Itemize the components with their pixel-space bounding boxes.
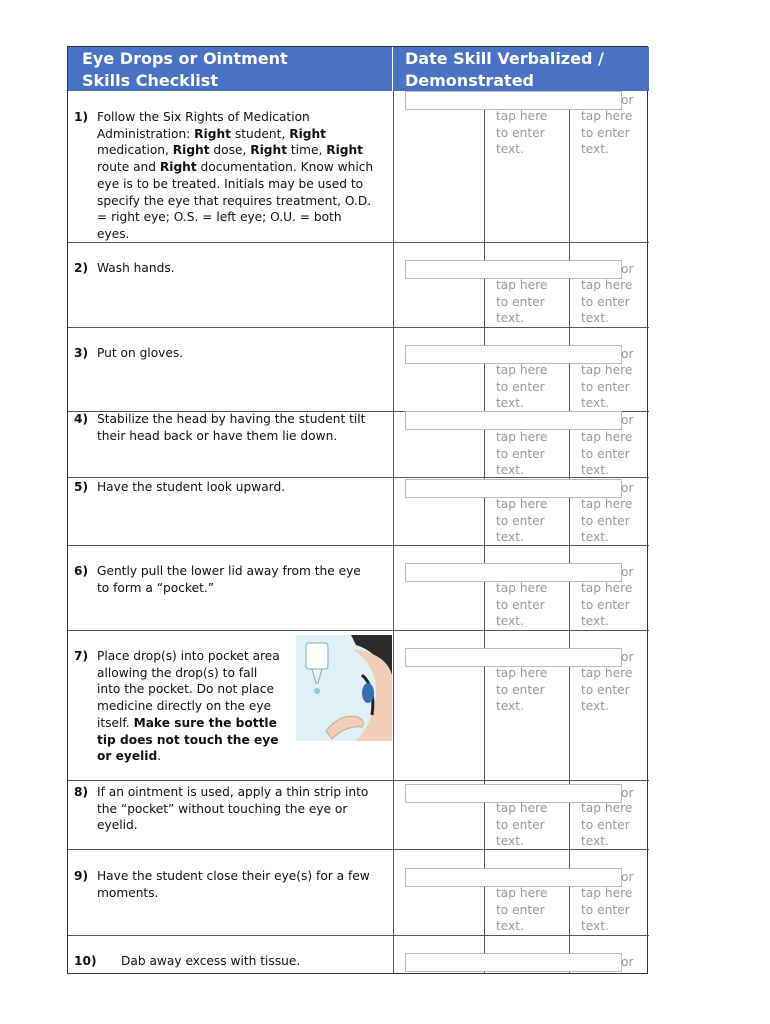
placeholder-text[interactable]: tap here to enter text. [496, 497, 548, 544]
step-text: Gently pull the lower lid away from the eye to form a “pocket.” [97, 564, 361, 595]
placeholder-or: or [621, 870, 634, 884]
step-1 [74, 109, 374, 243]
header-title-line1: Eye Drops or Ointment [82, 49, 288, 68]
step-3 [74, 345, 374, 362]
placeholder-text[interactable]: tap here to enter text. [496, 886, 548, 933]
step-text: Have the student close their eye(s) for a few moments. [97, 869, 370, 900]
step-text: Dab away excess with tissue. [121, 954, 301, 968]
step-text: Place drop(s) into pocket area allowing the drop(s) to fall into the pocket. Do not place medicine directly on the eye itself. Make sure the bottle tip does not touch the eye or eyelid. [97, 649, 280, 764]
skills-checklist-table [67, 46, 648, 974]
placeholder-or: or [621, 481, 634, 495]
step-8 [74, 784, 374, 834]
step-9 [74, 868, 374, 901]
step-number: 1) [74, 110, 89, 124]
column-divider [484, 91, 485, 973]
header-checklist-title [68, 47, 393, 91]
placeholder-text[interactable]: tap here to enter text. [496, 278, 548, 325]
step-text: Follow the Six Rights of Medication Administration: Right student, Right medication, Right dose, Right time, Right route and Right documentation. Know which eye is to be treated. Initials may be used to specify the eye that requires treatment, O.D. = right eye; O.S. = left eye; O.U. = both eyes. [97, 110, 374, 241]
row-divider [68, 935, 649, 936]
placeholder-or: or [621, 262, 634, 276]
step-6 [74, 563, 374, 596]
header-date-line2: Demonstrated [405, 71, 534, 90]
step-number: 3) [74, 346, 89, 360]
step-text: Have the student look upward. [97, 480, 286, 494]
step-text: If an ointment is used, apply a thin strip into the “pocket” without touching the eye or eyelid. [97, 785, 369, 833]
step-text: Stabilize the head by having the student tilt their head back or have them lie down. [97, 412, 366, 443]
step-number: 5) [74, 480, 89, 494]
step-2 [74, 260, 374, 277]
placeholder-text[interactable]: tap here to enter text. [581, 363, 633, 410]
step-text: Wash hands. [97, 261, 175, 275]
placeholder-text[interactable]: tap here to enter text. [581, 581, 633, 628]
placeholder-text[interactable]: tap here to enter text. [581, 430, 633, 477]
placeholder-text[interactable]: tap here to enter text. [496, 363, 548, 410]
placeholder-text[interactable]: tap here to enter text. [581, 666, 633, 713]
step-number: 2) [74, 261, 89, 275]
placeholder-or: or [621, 650, 634, 664]
date-entry-field[interactable] [405, 411, 622, 430]
placeholder-or: or [621, 955, 634, 969]
step-text: Put on gloves. [97, 346, 184, 360]
step-10 [74, 953, 374, 970]
step-7 [74, 648, 284, 765]
placeholder-or: or [621, 565, 634, 579]
placeholder-text[interactable]: tap here to enter text. [496, 109, 548, 156]
header-title-line2: Skills Checklist [82, 71, 218, 90]
placeholder-text[interactable]: tap here to enter text. [581, 497, 633, 544]
column-divider [393, 91, 394, 973]
eye-drop-illustration-icon [296, 635, 392, 741]
placeholder-text[interactable]: tap here to enter text. [581, 109, 633, 156]
column-divider [569, 91, 570, 973]
step-number: 7) [74, 649, 89, 663]
placeholder-or: or [621, 786, 634, 800]
step-number: 10) [74, 954, 97, 968]
placeholder-text[interactable]: tap here to enter text. [496, 666, 548, 713]
step-5 [74, 479, 374, 496]
row-divider [68, 780, 649, 781]
step-number: 8) [74, 785, 89, 799]
placeholder-text[interactable]: tap here to enter text. [581, 886, 633, 933]
step-number: 6) [74, 564, 89, 578]
step-4 [74, 411, 374, 444]
date-entry-field[interactable] [405, 953, 622, 972]
placeholder-or: or [621, 413, 634, 427]
header-date-column [393, 47, 649, 91]
placeholder-text[interactable]: tap here to enter text. [581, 278, 633, 325]
placeholder-text[interactable]: tap here to enter text. [496, 430, 548, 477]
placeholder-or: or [621, 347, 634, 361]
row-divider [68, 327, 649, 328]
step-number: 4) [74, 412, 89, 426]
step-number: 9) [74, 869, 89, 883]
placeholder-text[interactable]: tap here to enter text. [496, 581, 548, 628]
placeholder-text[interactable]: tap here to enter text. [581, 801, 633, 848]
placeholder-text[interactable]: tap here to enter text. [496, 801, 548, 848]
placeholder-or: or [621, 93, 634, 107]
row-divider [68, 630, 649, 631]
header-date-line1: Date Skill Verbalized / [405, 49, 604, 68]
